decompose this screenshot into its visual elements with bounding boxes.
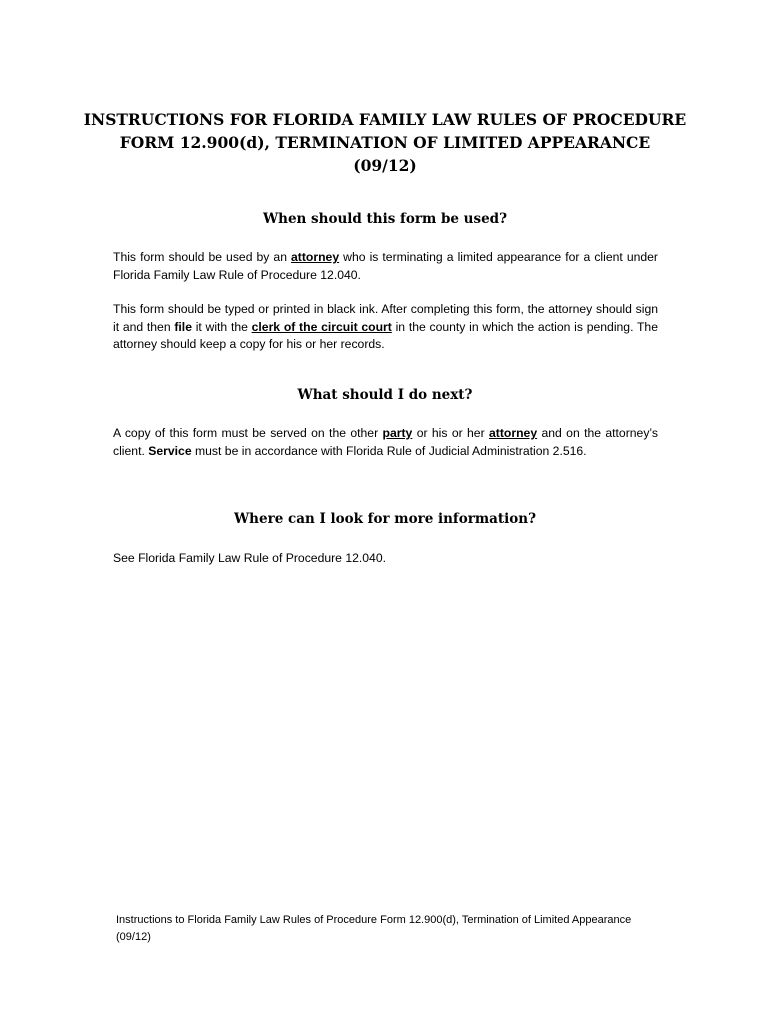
term-file: file [174, 319, 192, 334]
term-attorney-link: attorney [291, 250, 340, 264]
section-heading-more-info: Where can I look for more information? [234, 511, 536, 527]
footer-line-1: Instructions to Florida Family Law Rules of Procedure Form 12.900(d), Termination of Limited Appearance [116, 914, 632, 926]
title-line-3: (09/12) [353, 156, 417, 175]
document-title [60, 108, 710, 177]
footer-line-2: (09/12) [116, 931, 151, 943]
page-footer [116, 912, 676, 946]
paragraph-when-1: This form should be used by an attorney who is terminating a limited appearance for a client under Florida Family Law Rule of Procedure 12.040. [113, 250, 658, 282]
term-service: Service [148, 443, 192, 458]
paragraph-next-1: A copy of this form must be served on the other party or his or her attorney and on the attorney’s client. Service must be in accordance with Florida Rule of Judicial Administration 2.516. [113, 426, 659, 458]
section-heading-when: When should this form be used? [262, 211, 508, 227]
title-line-1: INSTRUCTIONS FOR FLORIDA FAMILY LAW RULES OF PROCEDURE [83, 110, 687, 129]
section-heading-next: What should I do next? [297, 387, 473, 403]
term-attorney-link-2: attorney [489, 426, 538, 440]
term-party-link: party [382, 426, 413, 440]
paragraph-more-info: See Florida Family Law Rule of Procedure 12.040. [113, 551, 387, 565]
paragraph-when-2: This form should be typed or printed in black ink. After completing this form, the attorney should sign it and then file it with the clerk of the circuit court in the county in which the action is pending. The attorney should keep a copy for his or her records. [113, 302, 658, 351]
term-clerk-link: clerk of the circuit court [251, 319, 392, 334]
title-line-2: FORM 12.900(d), TERMINATION OF LIMITED APPEARANCE [119, 133, 651, 152]
